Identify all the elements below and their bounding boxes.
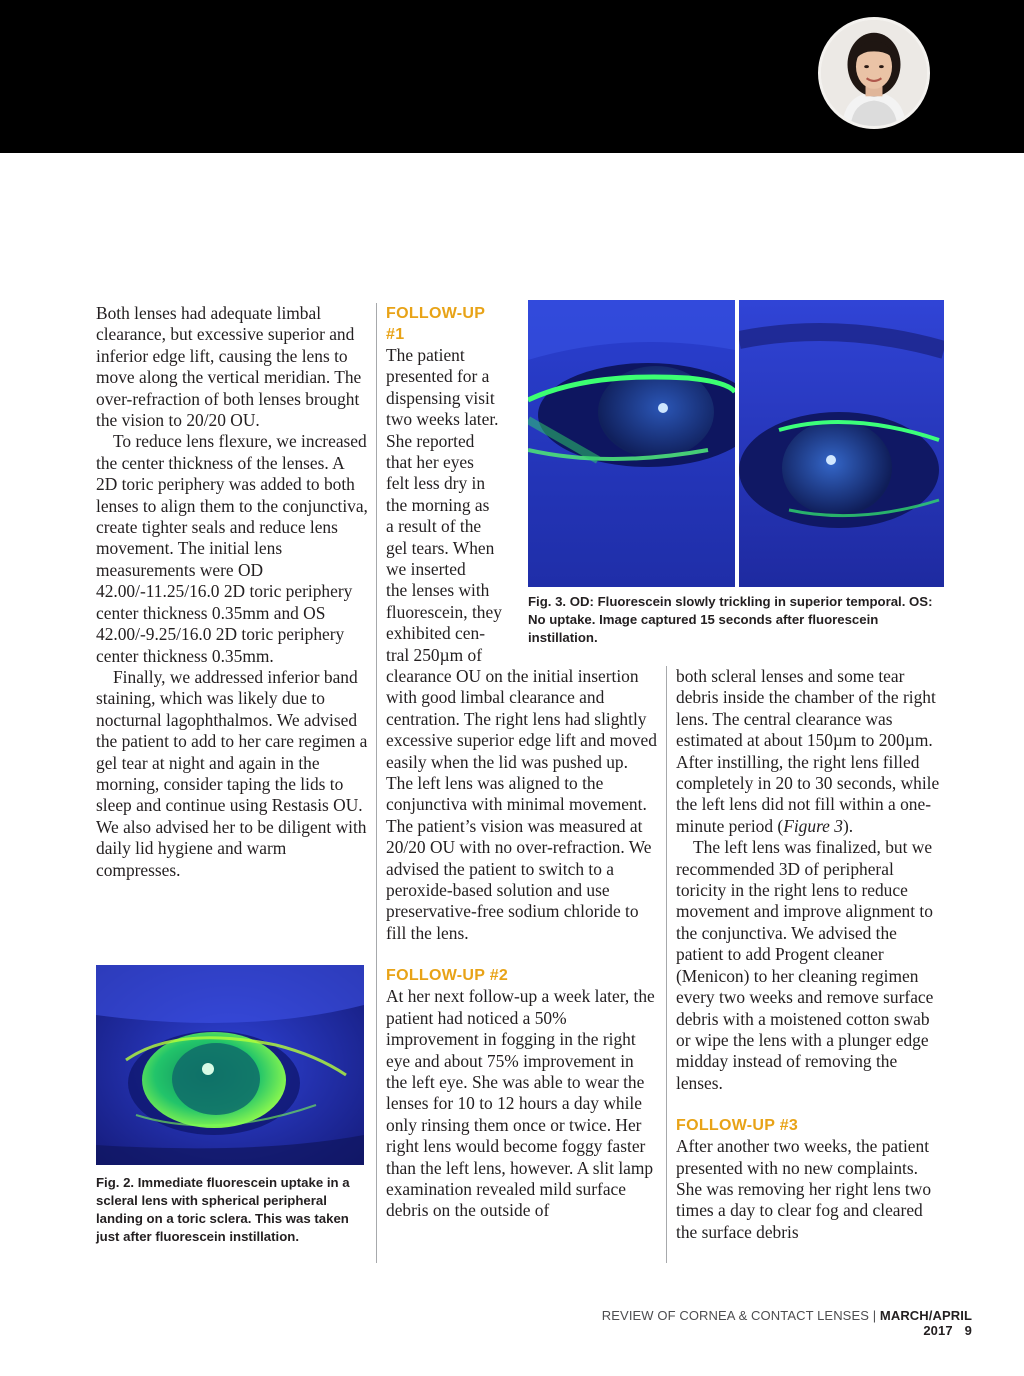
text-line: the morning as <box>386 494 490 515</box>
author-portrait-icon <box>818 17 930 129</box>
footer-separator: | <box>869 1308 880 1323</box>
column-2 <box>386 666 658 1222</box>
text-line: we inserted <box>386 559 466 580</box>
text-line: a result of the <box>386 516 482 537</box>
figure-2-caption: Fig. 2. Immediate fluorescein uptake in a scleral lens with spherical peripheral landing on a toric sclera. This was taken just after fluorescein instillation. <box>96 1175 350 1244</box>
figure-2-image <box>96 965 364 1165</box>
text-line: tral 250µm of <box>386 644 482 665</box>
section-heading: FOLLOW-UP #1 <box>386 305 486 343</box>
text-line: dispensing visit <box>386 387 495 408</box>
column-divider <box>666 666 667 1263</box>
figure-3-od-image <box>528 300 735 587</box>
text-line: that her eyes <box>386 452 474 473</box>
column-1 <box>96 303 368 881</box>
paragraph: Both lenses had adequate limbal clearance, but excessive superior and inferior edge lift, causing the lens to move along the vertical meridian. The over-refraction of both lenses brought the vision to 20/20 OU. <box>96 303 362 431</box>
page-footer <box>560 1308 972 1338</box>
text-line: two weeks later. <box>386 409 499 430</box>
follow-up-1-narrow <box>386 303 520 666</box>
text-line: felt less dry in <box>386 473 486 494</box>
figure-3-os-image <box>739 300 944 587</box>
page-number: 9 <box>964 1323 972 1338</box>
text-line: She reported <box>386 430 475 451</box>
header-bar <box>0 0 1024 153</box>
paragraph: After another two weeks, the patient presented with no new complaints. She was removing her right lens two times a day to clear fog and cleared the surface debris <box>676 1136 932 1242</box>
figure-reference: Figure 3 <box>783 815 843 836</box>
figure-3-caption: Fig. 3. OD: Fluorescein slowly trickling in superior temporal. OS: No uptake. Image captured 15 seconds after fluorescein instillation. <box>528 594 933 645</box>
text-line: exhibited cen- <box>386 623 485 644</box>
text-line: presented for a <box>386 366 490 387</box>
paragraph: The left lens was finalized, but we recommended 3D of peripheral toricity in the right lens to reduce movement and improve alignment to the conjunctiva. We advised the patient to add Progent cleaner (Menicon) to her cleaning regimen every two weeks and remove surface debris with a moistened cotton swab or wipe the lens with a plunger edge midday instead of removing the lenses. <box>676 837 934 1093</box>
paragraph: Finally, we addressed inferior band staining, which was likely due to nocturnal lagophthalmos. We advised the patient to add to her care regimen a gel tear at night and again in the morning, consider taping the lids to sleep and continue using Restasis OU. We also advised her to be diligent with daily lid hygiene and warm compresses. <box>96 666 368 880</box>
section-heading: FOLLOW-UP #3 <box>676 1117 799 1135</box>
paragraph: clearance OU on the initial insertion with good limbal clearance and centration. The right lens had slightly excessive superior edge lift and moved easily when the lid was pushed up. The left lens was aligned to the conjunctiva with minimal movement. The patient’s vision was measured at 20/20 OU with no over-refraction. We advised the patient to switch to a peroxide-based solution and use preservative-free sodium chloride to fill the lens. <box>386 666 657 943</box>
paragraph: both scleral lenses and some tear debris inside the chamber of the right lens. The central clearance was estimated at about 150µm to 200µm. After instilling, the right lens filled completely in 20 to 30 seconds, while the left lens did not fill within a one-minute period (Figure 3). <box>676 666 940 836</box>
paragraph: To reduce lens flexure, we increased the center thickness of the lenses. A 2D toric periphery was added to both lenses to align them to the conjunctiva, create tighter seals and reduce lens movement. The initial lens measurements were OD 42.00/-11.25/16.0 2D toric periphery center thickness 0.35mm and OS 42.00/-9.25/16.0 2D toric periphery center thickness 0.35mm. <box>96 431 368 666</box>
text-line: The patient <box>386 345 465 365</box>
issue-date: MARCH/APRIL 2017 <box>879 1308 972 1338</box>
column-3 <box>676 666 948 1243</box>
journal-name: REVIEW OF CORNEA & CONTACT LENSES <box>601 1308 869 1323</box>
narrow-text-lines <box>386 345 520 666</box>
text-line: fluorescein, they <box>386 601 502 622</box>
text-line: gel tears. When <box>386 537 495 558</box>
paragraph: At her next follow-up a week later, the patient had noticed a 50% improvement in fogging in the right eye and about 75% improvement in the left eye. She was able to wear the lenses for 10 to 12 hours a day while only rinsing them once or twice. Her right lens would become foggy faster than the left lens, however. A slit lamp examination revealed mild surface debris on the outside of <box>386 986 655 1221</box>
text-line: the lenses with <box>386 580 490 601</box>
section-heading: FOLLOW-UP #2 <box>386 967 509 985</box>
column-divider <box>376 303 377 1263</box>
